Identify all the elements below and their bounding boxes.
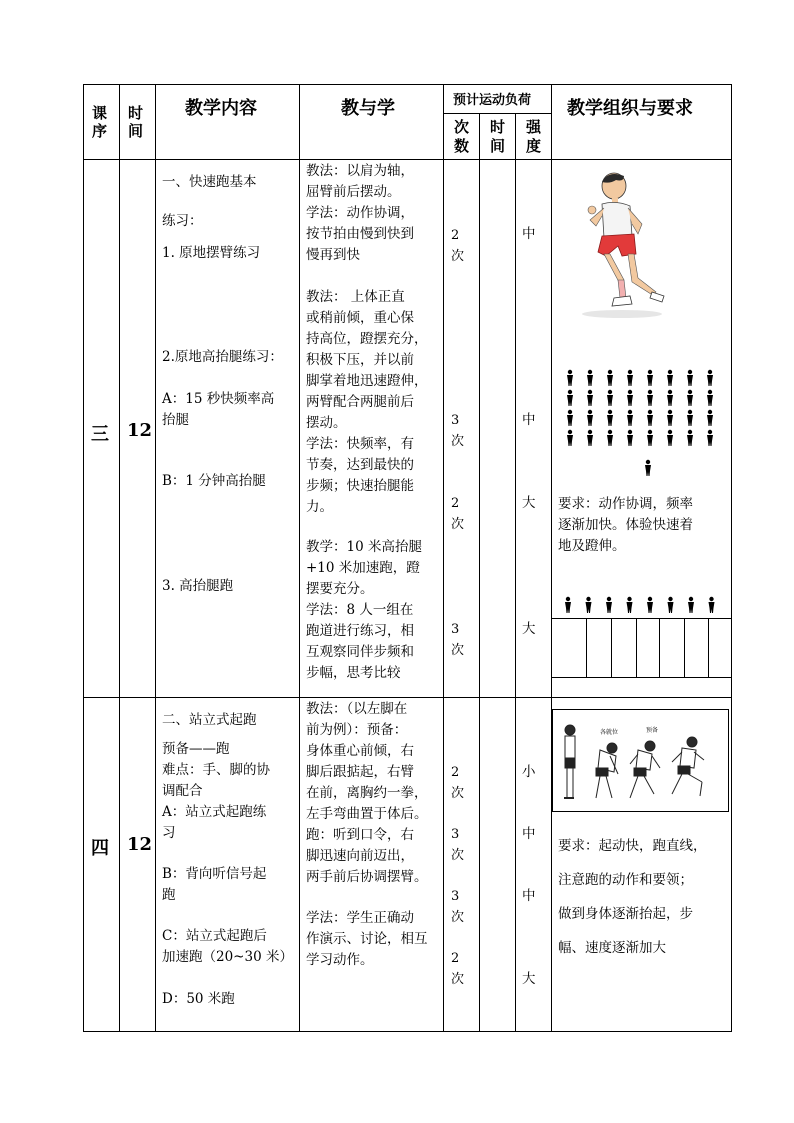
- row4-content-line: 跑: [162, 887, 176, 903]
- row3-content-line: B：1 分钟高抬腿: [162, 473, 266, 489]
- student-icon: [707, 430, 713, 446]
- row3-count-unit: 次: [451, 249, 465, 264]
- header-content: 教学内容: [185, 98, 257, 119]
- track-lanes: [552, 618, 731, 678]
- student-icon: [587, 370, 593, 386]
- row4-teach-line: 前为例）：预备：: [306, 722, 408, 738]
- row3-teach-line: 摆动。: [306, 415, 347, 431]
- row4-content-line: 二、站立式起跑: [162, 712, 257, 728]
- row4-teach-line: 跑：听到口令，右: [306, 827, 414, 843]
- row3-content-line: 1. 原地摆臂练习: [162, 245, 261, 261]
- row3-requirement-line: 地及蹬伸。: [558, 538, 626, 554]
- row3-teach-line: 节奏，达到最快的: [306, 457, 414, 473]
- row3-intensity: 大: [522, 495, 536, 511]
- student-icon: [627, 390, 633, 406]
- row3-teach-line: 教法： 上体正直: [306, 289, 405, 305]
- row4-teach-line: 在前，离胸约一拳，: [306, 785, 428, 801]
- row3-content-line: 抬腿: [162, 412, 189, 428]
- row4-requirement-line: 幅、速度逐渐加大: [558, 940, 666, 956]
- row4-content-line: 难点：手、脚的协: [162, 762, 270, 778]
- header-intensity-2: 度: [526, 137, 542, 155]
- row4-requirement-line: 要求：起动快，跑直线，: [558, 838, 707, 854]
- student-icon: [667, 430, 673, 446]
- row3-count-unit: 次: [451, 517, 465, 532]
- fig-label: 各就位: [600, 729, 619, 736]
- student-icon: [667, 390, 673, 406]
- row4-intensity: 小: [522, 764, 536, 780]
- student-formation: [560, 368, 725, 488]
- header-org: 教学组织与要求: [567, 98, 693, 119]
- student-icon: [687, 430, 693, 446]
- row3-count-unit: 次: [451, 643, 465, 658]
- student-icon: [567, 410, 573, 426]
- row4-count: 3: [451, 827, 460, 842]
- row4-content-line: C：站立式起跑后: [162, 928, 267, 944]
- row4-teach-line: 脚迅速向前迈出，: [306, 848, 414, 864]
- student-icon: [707, 370, 713, 386]
- row3-teach-line: 脚掌着地迅速蹬伸，: [306, 373, 428, 389]
- runner-icon: [647, 597, 653, 613]
- header-time-2: 间: [128, 122, 144, 140]
- row3-content-line: 3. 高抬腿跑: [162, 578, 234, 594]
- row3-teach-line: 按节拍由慢到快到: [306, 226, 414, 242]
- row3-teach-line: 持高位，蹬摆充分，: [306, 331, 428, 347]
- row4-intensity: 中: [522, 826, 536, 842]
- row4-intensity: 中: [522, 888, 536, 904]
- student-icon: [587, 390, 593, 406]
- runner-icon: [606, 597, 612, 613]
- row3-requirement-line: 逐渐加快。体验快速着: [558, 517, 693, 533]
- runner-icon: [627, 597, 633, 613]
- row4-count: 2: [451, 765, 460, 780]
- row3-teach-line: 力。: [306, 499, 333, 515]
- row3-teach-line: 教学：10 米高抬腿: [306, 539, 422, 555]
- row4-requirement-line: 注意跑的动作和要领；: [558, 872, 693, 888]
- row3-teach-line: 摆要充分。: [306, 581, 374, 597]
- row3-count: 2: [451, 496, 460, 511]
- row3-content-line: A：15 秒快频率高: [162, 391, 275, 407]
- header-teach: 教与学: [341, 98, 395, 119]
- row4-intensity: 大: [522, 971, 536, 987]
- row3-intensity: 大: [522, 621, 536, 637]
- runner-icon: [709, 597, 715, 613]
- row4-count-unit: 次: [451, 972, 465, 987]
- row4-content-line: 习: [162, 825, 176, 841]
- running-boy-figure: [572, 168, 672, 318]
- row4-content-line: B：背向听信号起: [162, 866, 267, 882]
- row3-count: 3: [451, 413, 460, 428]
- row3-content-line: 一、快速跑基本: [162, 174, 257, 190]
- student-icon: [687, 410, 693, 426]
- student-icon: [567, 390, 573, 406]
- student-icon: [567, 370, 573, 386]
- row4-count: 3: [451, 889, 460, 904]
- row3-teach-line: 学法：动作协调，: [306, 205, 414, 221]
- row4-content-line: 预备——跑: [162, 741, 230, 757]
- fig-label: 预备: [646, 727, 659, 734]
- student-icon: [667, 370, 673, 386]
- row3-intensity: 中: [522, 226, 536, 242]
- row3-requirement-line: 要求：动作协调，频率: [558, 496, 693, 512]
- runner-icon: [688, 597, 694, 613]
- header-count-1: 次: [454, 118, 470, 136]
- lane-runners: [560, 596, 725, 616]
- row3-content-line: 2.原地高抬腿练习：: [162, 349, 283, 365]
- row4-teach-line: 学法：学生正确动: [306, 910, 414, 926]
- runner-icon: [565, 597, 571, 613]
- student-icon: [607, 390, 613, 406]
- row3-intensity: 中: [522, 412, 536, 428]
- row3-teach-line: +10 米加速跑，蹬: [306, 560, 420, 576]
- student-icon: [627, 430, 633, 446]
- row4-teach-line: 学习动作。: [306, 952, 374, 968]
- row4-count-unit: 次: [451, 786, 465, 801]
- header-lesson-2: 序: [92, 122, 108, 140]
- row4-count-unit: 次: [451, 910, 465, 925]
- runner-icon: [668, 597, 674, 613]
- row4-teach-line: 两手前后协调摆臂。: [306, 869, 428, 885]
- row4-content-line: D：50 米跑: [162, 991, 235, 1007]
- row4-content-line: 加速跑（20~30 米）: [162, 949, 293, 965]
- row3-teach-line: 屈臂前后摆动。: [306, 184, 401, 200]
- row3-teach-line: 两臂配合两腿前后: [306, 394, 414, 410]
- row4-teach-line: 身体重心前倾，右: [306, 743, 414, 759]
- student-icon: [607, 370, 613, 386]
- row3-teach-line: 学法：快频率，有: [306, 436, 414, 452]
- student-icon: [647, 370, 653, 386]
- student-icon: [607, 410, 613, 426]
- student-icon: [647, 390, 653, 406]
- student-icon: [667, 410, 673, 426]
- student-icon: [707, 410, 713, 426]
- header-load: 预计运动负荷: [453, 93, 532, 108]
- row3-count: 3: [451, 622, 460, 637]
- header-count-2: 数: [454, 137, 470, 155]
- row3-teach-line: 步幅，思考比较: [306, 665, 401, 681]
- row4-count: 2: [451, 951, 460, 966]
- row4-lesson: 四: [91, 838, 109, 859]
- row3-minutes: 12: [127, 420, 153, 441]
- row4-teach-line: 教法：（以左脚在: [306, 701, 408, 717]
- row3-lesson: 三: [91, 424, 109, 445]
- runner-icon: [586, 597, 592, 613]
- student-icon: [607, 430, 613, 446]
- row3-teach-line: 教法：以肩为轴，: [306, 163, 414, 179]
- standing-start-figures: [554, 712, 728, 810]
- row3-count-unit: 次: [451, 434, 465, 449]
- teacher-icon: [645, 460, 651, 476]
- student-icon: [647, 430, 653, 446]
- row3-teach-line: 慢再到快: [306, 247, 360, 263]
- row3-teach-line: 积极下压，并以前: [306, 352, 414, 368]
- row4-count-unit: 次: [451, 848, 465, 863]
- header-loadtime-1: 时: [490, 118, 506, 136]
- row3-teach-line: 跑道进行练习，相: [306, 623, 414, 639]
- row4-minutes: 12: [127, 834, 153, 855]
- row4-teach-line: 作演示、讨论，相互: [306, 931, 428, 947]
- row3-content-line: 练习：: [162, 213, 203, 229]
- student-icon: [687, 390, 693, 406]
- student-icon: [567, 430, 573, 446]
- student-icon: [687, 370, 693, 386]
- student-icon: [647, 410, 653, 426]
- row4-content-line: 调配合: [162, 783, 203, 799]
- row3-count: 2: [451, 228, 460, 243]
- row4-teach-line: 左手弯曲置于体后。: [306, 806, 428, 822]
- header-lesson-1: 课: [92, 104, 108, 122]
- row4-teach-line: 脚后跟掂起，右臂: [306, 764, 414, 780]
- row3-teach-line: 互观察同伴步频和: [306, 644, 414, 660]
- header-intensity-1: 强: [526, 118, 542, 136]
- student-icon: [627, 370, 633, 386]
- row3-teach-line: 步频；快速抬腿能: [306, 478, 414, 494]
- header-time-1: 时: [128, 104, 144, 122]
- row3-teach-line: 或稍前倾，重心保: [306, 310, 414, 326]
- student-icon: [707, 390, 713, 406]
- student-icon: [587, 430, 593, 446]
- header-loadtime-2: 间: [490, 137, 506, 155]
- student-icon: [587, 410, 593, 426]
- row3-teach-line: 学法：8 人一组在: [306, 602, 414, 618]
- student-icon: [627, 410, 633, 426]
- row4-requirement-line: 做到身体逐渐抬起，步: [558, 906, 693, 922]
- row4-content-line: A：站立式起跑练: [162, 804, 267, 820]
